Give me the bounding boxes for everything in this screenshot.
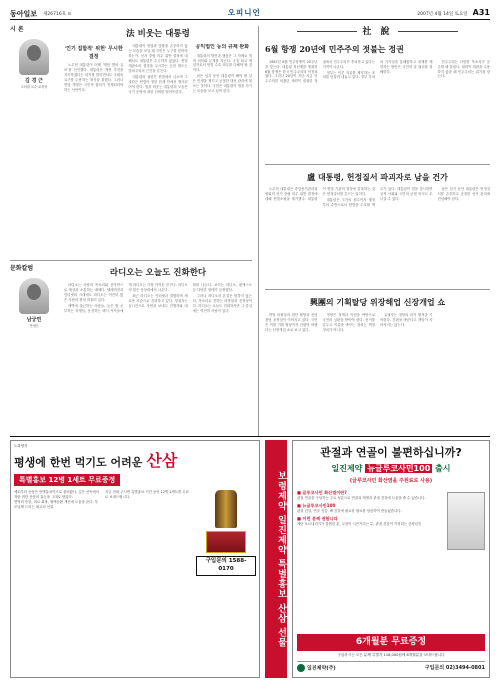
- article-subhead: '인기 집합적' 위헌' 무시한 결정: [64, 46, 123, 60]
- paragraph: 유권자는 정당의 과거 행적을 기억한다. 간판을 바꾼다고 책임이 사라지지는 않는다.: [380, 312, 433, 327]
- paragraph: 대통령이 헌법과 법률을 존중하지 않는 모습을 보일 때 국민은 누구를 믿어야 하는가. 선거 중립 의무 위반 결정에 대해서도 대통령은 수긍하지 않았다. 헌법재판소의 결정을 무시하는 듯한 태도는 법치주의의 근간을 흔든다.: [128, 44, 188, 73]
- paragraph: 정당은 정책과 이념을 바탕으로 국민의 심판을 받아야 한다. 선거를 앞두고 이름만 바꾸는 정치는 책임 정치가 아니다.: [322, 312, 375, 332]
- editorial-body: [265, 313, 490, 433]
- supplement-advertisement[interactable]: [292, 440, 490, 678]
- promo-banner: 특별홍보 12병 1세트 무료증정: [14, 474, 120, 486]
- writer-affiliation: 연예인: [29, 323, 39, 328]
- column-article: [10, 265, 252, 425]
- ginseng-advertisement[interactable]: [10, 440, 260, 678]
- writer-affiliation: 고려대 교수·교육학: [20, 84, 48, 89]
- paragraph: 최근 라디오는 인터넷과 결합하며 새로운 모습으로 진화하고 있다. 청취자는 실시간으로 사연을 보내고 진행자와 대화를 나눈다. 보이는 라디오, 팟캐스트 등 다양한 형태가 등장했다.: [128, 283, 252, 309]
- paragraph: 1987년 6월 민주항쟁이 20주년을 맞는다. 대통령 직선제를 쟁취한 6월 항쟁은 한국 민주주의의 이정표였다. 그러나 20년이 지난 지금 민주주의를 외쳤던 세력이 집권한 정권에서 민주주의가 후퇴하고 있다는 지적이 나온다.: [265, 59, 375, 84]
- editorial-headline: 興團의 기획탈당 위장해업 신장개업 쇼: [309, 297, 446, 308]
- editorials: [258, 26, 490, 436]
- article-headline: 라디오는 오늘도 진화한다: [109, 268, 207, 278]
- paragraph: 노무현 대통령은 중앙선거관리위원회의 선거 중립 의무 위반 결정에 대해 헌법소원을 제기했다. 대통령이 헌법 기관의 결정에 불복하는 것은 헌정질서를 흔드는 일이다.: [265, 187, 375, 202]
- paragraph: 대통령의 발언과 행동은 그 자체로 법적 의미와 무게를 지닌다. 국정 최고 책임자로서 헌법 수호 의무를 다해야 할 것이다.: [192, 53, 252, 73]
- box-subhead: 공익법인 등의 규제 완화: [195, 44, 250, 51]
- paragraph: 라디오는 사람의 목소리와 음악만으로 세상과 소통하는 매체다. 텔레비전과 인터넷의 시대에도 라디오는 여전히 많은 사람의 곁에 머물러 있다.: [64, 283, 124, 303]
- ad-label: 노화방지: [14, 444, 28, 448]
- section-title: 오피니언: [227, 8, 261, 18]
- paragraph: 대통령은 국가의 원수이자 행정부의 수반으로서 헌법을 수호할 책무가 있다. 대통령이 법을 경시하면 공직 사회와 국민의 준법 의식도 무너질 수 있다.: [322, 187, 433, 208]
- opinion-columns: [10, 26, 252, 436]
- article-body: [64, 283, 252, 423]
- ad-phone: 구입문의 1588-0170: [196, 556, 256, 576]
- paragraph: 그러나 라디오의 본질은 변하지 않는다. 목소리로 전하는 따뜻함과 진정성이다. 라디오는 오늘도 진화하지만 그 중심에는 여전히 사람이 있다.: [192, 294, 252, 313]
- divider: [265, 164, 490, 165]
- ad-brand: 산삼: [146, 451, 178, 471]
- advertisement-section: [10, 436, 490, 678]
- ad-note: 구입하시는 모든 분께 특별가 118,000원에 6개월분을 보내드립니다: [337, 653, 445, 658]
- paragraph: 민주주의는 다양한 목소리가 공존할 때 꽃핀다. 권력이 비판을 수용하지 않을 때 민주주의는 위기를 맞는다.: [437, 59, 490, 79]
- article-headline: 法 비웃는 대통령: [126, 29, 190, 39]
- writer-portrait: [19, 278, 49, 314]
- paragraph: 대통령의 권한은 헌법에서 나오며 그 권한은 헌법이 정한 한계 안에서 행사되어야 한다. 법을 비웃는 대통령의 모습은 국가 운영에 대한 신뢰를 떨어뜨린다.: [128, 74, 188, 94]
- column-label: 문화칼럼: [10, 265, 34, 272]
- editorial-body: [265, 60, 490, 160]
- vertical-ad-strip: 보령제약 일진제약 특별홍보 산삼 선물: [265, 440, 287, 678]
- editorial-label: 社 說: [362, 27, 393, 37]
- product-box-image: [206, 531, 246, 553]
- writer-name: 남궁연: [26, 316, 42, 323]
- ad-body: [14, 490, 192, 674]
- company-logo-icon: [297, 664, 305, 672]
- promo-banner: 6개월분 무료증정: [297, 634, 485, 651]
- product-bottle-image: [215, 490, 237, 528]
- paragraph: 정부는 언론 자유를 제약하는 조치를 잇달아 내놓고 있다. 정부 부처의 기자실을 통폐합하고 취재를 제한하는 방안은 국민의 알 권리를 침해한다.: [322, 59, 433, 80]
- ad-phone: 구입문의 02)3494-0801: [424, 665, 485, 671]
- column-label: 시 론: [10, 26, 24, 33]
- paragraph: 지금 전화 주시면 특별홍보 기간 동안 12병 1세트를 무료로 보내드립니다.: [105, 490, 189, 500]
- editorial-headline: 盧 대통령, 헌정질서 파괴자로 남을 건가: [307, 171, 448, 182]
- ad-title: 평생에 한번 먹기도 어려운: [14, 455, 143, 469]
- paragraph: 예로부터 산삼은 만병통치약으로 불려왔다. 깊은 산속에서 자란 귀한 산삼의 효능을 그대로 담았다.: [14, 490, 100, 500]
- paragraph: 남은 임기 동안 대통령은 헌정질서를 존중하고 공정한 선거 관리에 전념해야 한다.: [437, 187, 490, 202]
- editorial-headline: 6월 항쟁 20년에 민주주의 젓불는 정권: [265, 44, 404, 55]
- writer-portrait: [19, 39, 49, 75]
- writer-name: 김 경 근: [25, 77, 43, 84]
- publication-date: 2007년 4월 14일 토요일: [417, 12, 468, 18]
- page-number: A31: [472, 8, 490, 18]
- divider: [10, 260, 252, 261]
- article-body: [64, 44, 252, 250]
- paragraph: 남은 임기 동안 대통령이 해야 할 일은 민생을 챙기고 공정한 대선 관리에 힘쓰는 것이다. 국민은 대통령이 법을 지키는 모습을 보고 싶어 한다.: [192, 74, 252, 94]
- paper-name: 동아일보: [10, 8, 38, 18]
- paragraph: 여당 의원들의 집단 탈당과 신당 창당 움직임이 이어지고 있다. 국민은 이를 기획 탈당이자 간판만 바꿔 다는 신장개업 쇼로 보고 있다.: [265, 312, 318, 332]
- divider: [265, 289, 490, 290]
- paragraph: 노무현 대통령이 어제 '개헌 발의 유보'를 선언했다. 대통령은 개헌 추진을 지속하겠다는 의지를 밝히면서도 국회의 요구를 수용하는 형식을 취했다. 그러나 헌법 개정은 국민적 합의가 전제되어야 하는 사안이다.: [64, 62, 124, 92]
- column-article: [10, 26, 252, 256]
- ad-subtitle: 일진제약 뉴글루코사민100 출시: [331, 463, 451, 473]
- company-name: 일진제약(주): [297, 664, 336, 673]
- ad-title: 관절과 연골이 불편하십니까?: [320, 446, 462, 459]
- ad-subtitle-note: (글루코사민 화산염을 주원료로 사용): [349, 477, 433, 484]
- product-package-image: [447, 492, 485, 550]
- masthead: [10, 8, 490, 20]
- issue-number: 제26716호 ⊙: [43, 12, 72, 18]
- paragraph: 새벽에 출근하는 사람들, 늦은 밤 공부하는 학생들, 운전하는 택시 기사들에게 라디오는 가장 가까운 친구다. 라디오의 힘은 상상력에서 나온다.: [64, 283, 188, 313]
- ad-body: ■ 글루코사민 화산염이란? 관절 연골을 구성하는 주요 성분으로 연골의 재생과 관절 건강에 도움을 줄 수 있습니다. ■ 뉴글루코사민100 관절 건강, 연골 건강, 뼈 건강에 필요한 원료를 엄선하여 만들었습니다. ■ 이런 분께 권합니다 계단 오르내리기가 불편한 분, 무릎이 시큰거리는 분, 관절 건강이 걱정되는 중장년층: [297, 489, 426, 526]
- paragraph: 면역력 증강, 피로 회복, 혈액순환 개선에 도움을 준다. 부모님께 드리는 최고의 선물.: [14, 500, 98, 510]
- editorial-body: [265, 187, 490, 285]
